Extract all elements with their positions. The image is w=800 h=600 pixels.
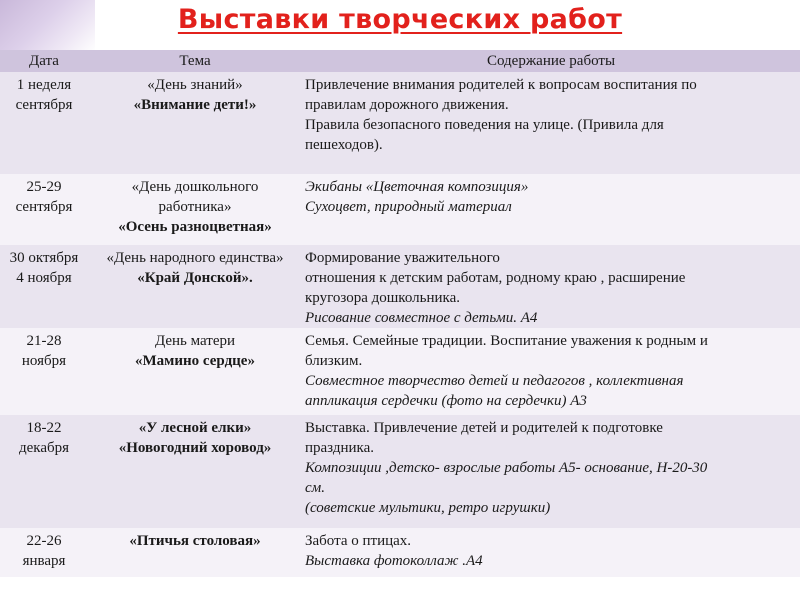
content-line: Семья. Семейные традиции. Воспитание уважения к родным и (305, 333, 708, 349)
topic-bold: «Осень разноцветная» (118, 219, 272, 235)
content-line: Рисование совместное с детьми. А4 (305, 310, 538, 326)
row-content (302, 72, 800, 174)
content-line: кругозора дошкольника. (305, 290, 460, 306)
row-topic (88, 415, 302, 528)
table-row (0, 174, 800, 245)
row-date (0, 174, 88, 245)
table-row (0, 72, 800, 174)
content-line: Сухоцвет, природный материал (305, 199, 512, 215)
date-line: 18-22 (26, 420, 62, 436)
date-line: января (22, 553, 66, 569)
date-line: 22-26 (26, 533, 62, 549)
content-line: Забота о птицах. (305, 533, 412, 549)
table-header-row (0, 50, 800, 72)
content-line: отношения к детским работам, родному краю , расширение (305, 270, 686, 286)
row-topic (88, 245, 302, 328)
row-topic (88, 174, 302, 245)
date-line: 4 ноября (16, 270, 72, 286)
row-content (302, 415, 800, 528)
content-line: см. (305, 480, 325, 496)
content-line: пешеходов). (305, 137, 383, 153)
topic-plain: «День народного единства» (106, 250, 284, 266)
table-row (0, 245, 800, 328)
content-line: (советские мультики, ретро игрушки) (305, 500, 551, 516)
topic-bold: «У лесной елки» (138, 420, 252, 436)
date-line: ноября (21, 353, 67, 369)
topic-bold: «Внимание дети!» (133, 97, 257, 113)
content-line: близким. (305, 353, 363, 369)
topic-bold: «Мамино сердце» (135, 353, 255, 369)
column-header-date: Дата (0, 50, 88, 72)
content-line: Выставка фотоколлаж .А4 (305, 553, 483, 569)
row-date (0, 528, 88, 577)
column-header-topic: Тема (88, 50, 302, 72)
date-line: 1 неделя (16, 77, 72, 93)
exhibitions-table (0, 50, 800, 577)
column-header-content: Содержание работы (302, 50, 800, 72)
row-date (0, 328, 88, 415)
content-line: Совместное творчество детей и педагогов , коллективная (305, 373, 684, 389)
content-line: Экибаны «Цветочная композиция» (305, 179, 529, 195)
table-row (0, 328, 800, 415)
date-line: 25-29 (26, 179, 62, 195)
row-date (0, 415, 88, 528)
content-line: правилам дорожного движения. (305, 97, 509, 113)
date-line: 30 октября (9, 250, 79, 266)
row-topic (88, 72, 302, 174)
topic-bold: «Новогодний хоровод» (118, 440, 272, 456)
topic-plain: День матери (154, 333, 236, 349)
topic-bold: «Птичья столовая» (129, 533, 261, 549)
content-line: Композиции ,детско- взрослые работы А5- основание, Н-20-30 (305, 460, 708, 476)
row-content (302, 528, 800, 577)
table-row (0, 415, 800, 528)
date-line: 21-28 (26, 333, 62, 349)
date-line: декабря (18, 440, 70, 456)
page-title: Выставки творческих работ (177, 4, 623, 35)
topic-plain: «День знаний» (147, 77, 243, 93)
row-date (0, 245, 88, 328)
content-line: аппликация сердечки (фото на сердечки) А3 (305, 393, 587, 409)
content-line: праздника. (305, 440, 374, 456)
row-content (302, 328, 800, 415)
table-row (0, 528, 800, 577)
row-topic (88, 528, 302, 577)
topic-plain: «День дошкольного работника» (131, 179, 259, 215)
row-content (302, 245, 800, 328)
content-line: Формирование уважительного (305, 250, 500, 266)
row-topic (88, 328, 302, 415)
row-content (302, 174, 800, 245)
content-line: Привлечение внимания родителей к вопросам воспитания по (305, 77, 697, 93)
topic-bold: «Край Донской». (137, 270, 253, 286)
content-line: Выставка. Привлечение детей и родителей к подготовке (305, 420, 663, 436)
date-line: сентября (15, 199, 73, 215)
row-date (0, 72, 88, 174)
content-line: Правила безопасного поведения на улице. (Привила для (305, 117, 664, 133)
date-line: сентября (15, 97, 73, 113)
